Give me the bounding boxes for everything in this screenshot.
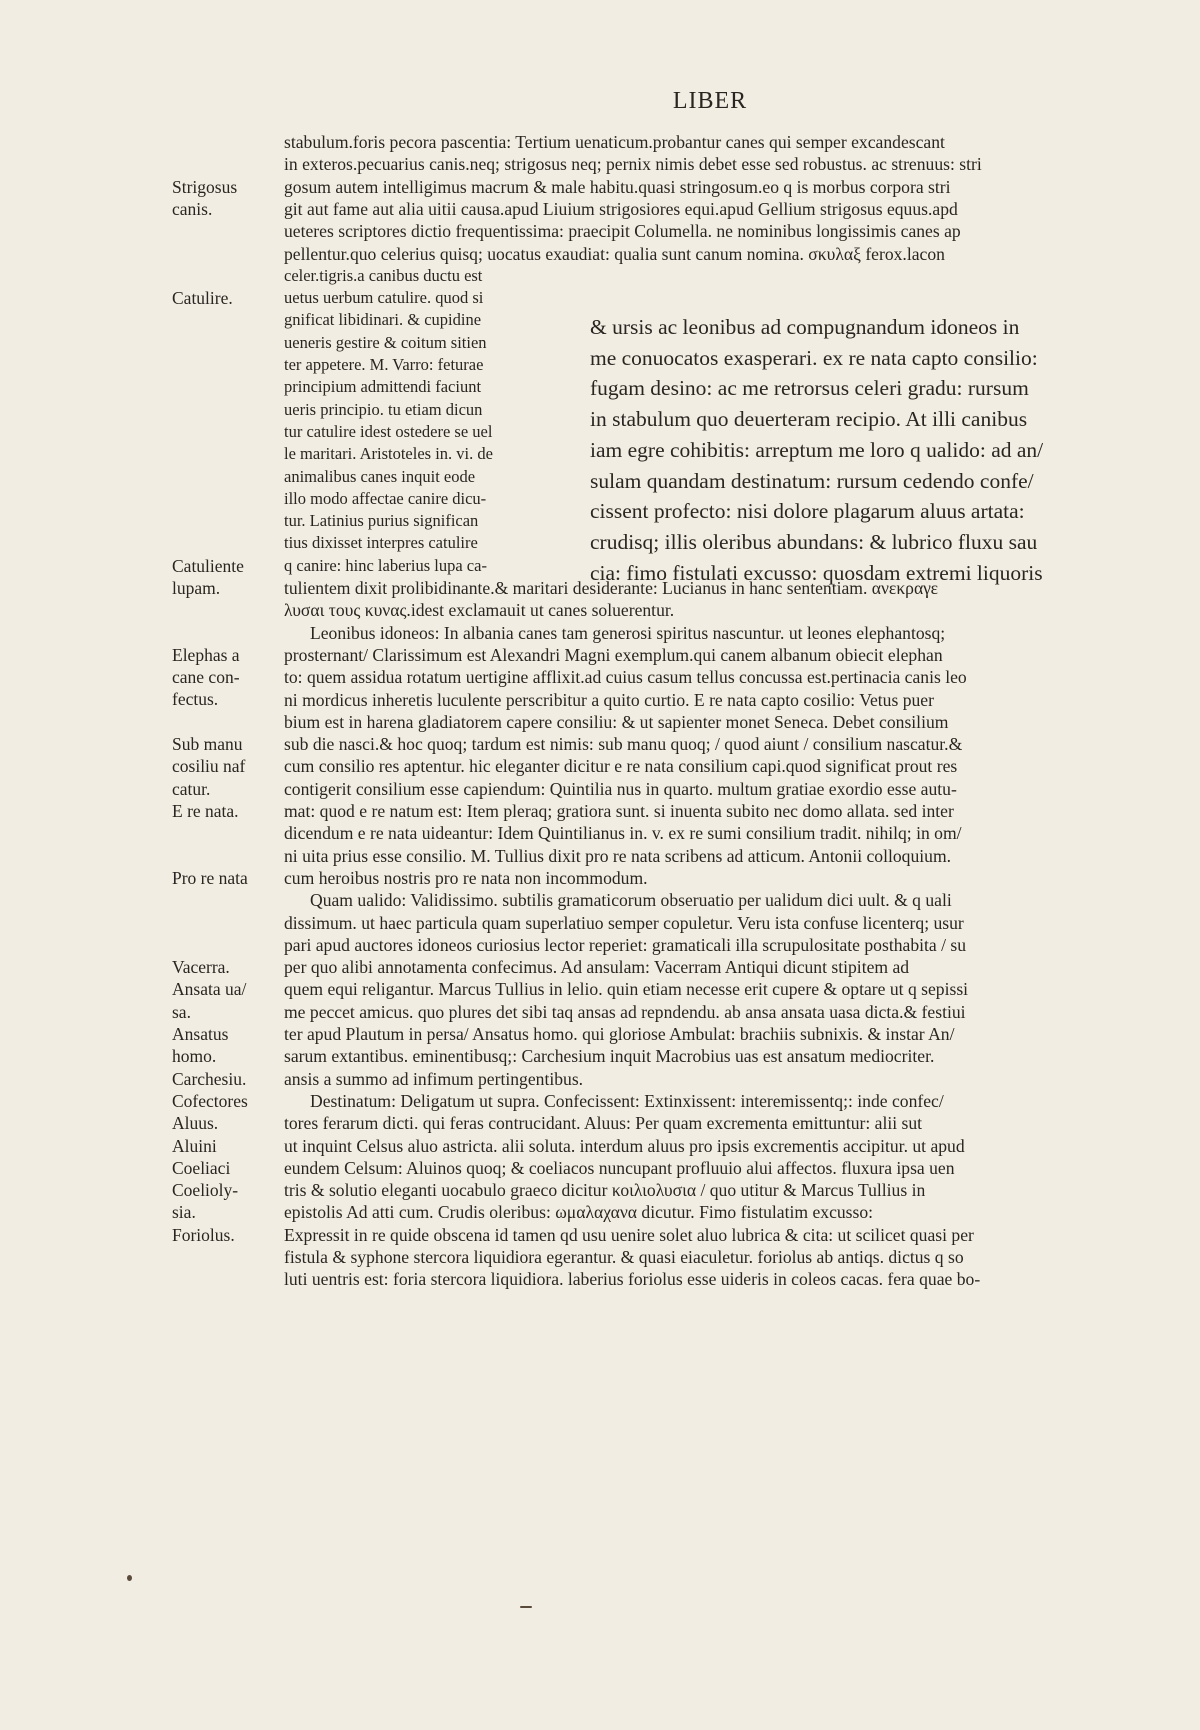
text-line: prosternant/ Clarissimum est Alexandri Magni exemplum.qui canem albanum obiecit elephan [284, 644, 943, 665]
text-line: le maritari. Aristoteles in. vi. de [284, 444, 493, 464]
text-line-large: in stabulum quo deuerteram recipio. At illi canibus [590, 407, 1028, 432]
margin-note-line: cosiliu naf [172, 756, 246, 777]
margin-note-line: sa. [172, 1001, 191, 1022]
margin-note-line: Coeliaci [172, 1157, 231, 1178]
margin-note [172, 1023, 282, 1068]
margin-note-line: Catulire. [172, 288, 233, 309]
text-line: Quam ualido: Validissimo. subtilis gramaticorum obseruatio per ualidum dici uult. & q uali [310, 890, 952, 911]
margin-note-line: Strigosus [172, 176, 238, 197]
text-line: ut inquint Celsus aluo astricta. alii soluta. interdum aluus pro ipsis excrementis accipitur. ut apud [284, 1135, 965, 1156]
margin-note-line: Catuliente [172, 555, 244, 576]
text-line: eundem Celsum: Aluinos quoq; & coeliacos nuncupant profluuio alui affectos. fluxura ipsa uen [284, 1157, 955, 1178]
margin-note-line: sia. [172, 1202, 196, 1223]
text-line-large: iam egre cohibitis: arreptum me loro q ualido: ad an/ [590, 437, 1044, 462]
margin-note [172, 644, 282, 711]
text-line: per quo alibi annotamenta confecimus. Ad ansulam: Vacerram Antiqui dicunt stipitem ad [284, 957, 910, 978]
text-line: tores ferarum dicti. qui feras contrucidant. Aluus: Per quam excrementa emittuntur: alii sut [284, 1113, 923, 1134]
text-line: contigerit consilium esse capiendum: Quintilia nus in quarto. multum gratiae exordio esse autu- [284, 778, 957, 799]
text-line: tius dixisset interpres catulire [284, 533, 478, 553]
margin-note [172, 1135, 282, 1157]
ink-speck [520, 1606, 532, 1608]
text-line: git aut fame aut alia uitii causa.apud Liuium strigosiores equi.apud Gellium strigosus equus.apd [284, 198, 958, 219]
margin-note-line: canis. [172, 198, 213, 219]
text-line: dissimum. ut haec particula quam superlatiuo semper copuletur. Veru ista confuse licenterq; usur [284, 912, 964, 933]
text-line: cum consilio res aptentur. hic eleganter dicitur e re nata consilium capi.quod significat prout res [284, 756, 958, 777]
text-line: tur. Latinius purius significan [284, 511, 479, 531]
margin-note [172, 1179, 282, 1224]
text-line: me peccet amicus. quo plures det sibi taq ansas ad repndendu. ab ansa ansata uasa dicta.& festiui [284, 1001, 966, 1022]
text-line-large: sulam quandam destinatum: rursum cedendo confe/ [590, 468, 1034, 493]
text-line: ueris principio. tu etiam dicun [284, 399, 483, 419]
text-line: pari apud auctores idoneos curiosius lector reperiet: gramaticali illa scrupulositate posthabita / su [284, 934, 967, 955]
text-line: illo modo affectae canire dicu- [284, 488, 487, 508]
text-line: Destinatum: Deligatum ut supra. Confecissent: Extinxissent: interemissentq;: inde confec/ [310, 1090, 944, 1111]
margin-note [172, 1112, 282, 1134]
margin-note [172, 956, 282, 978]
text-line: cum heroibus nostris pro re nata non incommodum. [284, 867, 648, 888]
margin-note-line: Sub manu [172, 734, 243, 755]
margin-note [172, 1090, 282, 1112]
margin-note [172, 176, 282, 221]
margin-note-line: Pro re nata [172, 867, 248, 888]
text-line: celer.tigris.a canibus ductu est [284, 265, 483, 285]
running-title: LIBER [672, 88, 748, 114]
text-line: q canire: hinc laberius lupa ca- [284, 555, 487, 575]
text-line: luti uentris est: foria stercora liquidiora. laberius foriolus esse uideris in coleos cacas. fera quae bo- [284, 1269, 981, 1290]
margin-note-line: Carchesiu. [172, 1068, 247, 1089]
margin-note [172, 1068, 282, 1090]
margin-note-line: homo. [172, 1046, 217, 1067]
text-line: Expressit in re quide obscena id tamen qd usu uenire solet aluo lubrica & cita: ut scilicet quasi per [284, 1224, 974, 1245]
margin-note-line: Elephas a [172, 644, 240, 665]
text-line: tur catulire idest ostedere se uel [284, 421, 493, 441]
text-line: animalibus canes inquit eode [284, 466, 476, 486]
margin-note [172, 1224, 282, 1246]
margin-note-line: catur. [172, 778, 211, 799]
margin-note-line: Ansatus [172, 1024, 229, 1044]
text-line-large: cissent profecto: nisi dolore plagarum aluus artata: [590, 499, 1025, 524]
text-line: ter apud Plautum in persa/ Ansatus homo. qui gloriose Ambulat: brachiis subnixis. & instar An/ [284, 1024, 955, 1044]
text-line: to: quem assidua rotatum uertigine afflixit.ad cuius casum tellus concussa est.pertinacia canis leo [284, 667, 967, 688]
margin-note-line: Ansata ua/ [172, 979, 247, 1000]
text-line: λυσαι τους κυνας.idest exclamauit ut canes soluerentur. [284, 600, 675, 621]
margin-note [172, 867, 282, 889]
text-line: pellentur.quo celerius quisq; uocatus exaudiat: qualia sunt canum nomina. σκυλαξ ferox.lacon [284, 243, 945, 264]
margin-note [172, 733, 282, 800]
margin-note [172, 287, 282, 309]
page-header [0, 88, 1200, 115]
text-line-large: me conuocatos exasperari. ex re nata capto consilio: [590, 345, 1038, 370]
text-line: ni uita prius esse consilio. M. Tullius dixit pro re nata scribens ad atticum. Antonii colloquium. [284, 845, 952, 866]
text-line: in exteros.pecuarius canis.neq; strigosus neq; pernix nimis debet esse sed robustus. ac strenuus: stri [284, 154, 982, 175]
margin-note-line: Aluus. [172, 1113, 219, 1134]
margin-note [172, 978, 282, 1023]
text-line: ueneris gestire & coitum sitien [284, 332, 487, 352]
text-line: ansis a summo ad infimum pertingentibus. [284, 1068, 584, 1089]
text-line: mat: quod e re natum est: Item pleraq; gratiora sunt. si inuenta subito nec domo allata. sed inter [284, 801, 954, 821]
text-line: tulientem dixit prolibidinante.& maritari desiderante: Lucianus in hanc sententiam. ανεκραγε [284, 578, 939, 598]
text-line: ni mordicus inheretis luculente perscribitur a quito curtio. E re nata capto cosilio: Vetus puer [284, 689, 934, 710]
text-line: quem equi religantur. Marcus Tullius in lelio. quin etiam necesse erit cupere & optare ut q sepissi [284, 979, 969, 1000]
margin-note [172, 555, 282, 600]
text-line: epistolis Ad atti cum. Crudis oleribus: ωμαλαχανα dicutur. Fimo fistulatim excusso: [284, 1202, 874, 1223]
margin-note-line: Cofectores [172, 1090, 248, 1111]
margin-note-line: Aluini [172, 1135, 217, 1156]
ink-speck [127, 1575, 132, 1581]
text-line: Leonibus idoneos: In albania canes tam generosi spiritus nascuntur. ut leones elephantosq; [310, 622, 946, 643]
text-line: sarum extantibus. eminentibusq;: Carchesium inquit Macrobius uas est ansatum mediocriter. [284, 1046, 935, 1067]
text-line: ter appetere. M. Varro: feturae [284, 355, 484, 374]
margin-note [172, 1157, 282, 1179]
margin-note-line: Vacerra. [172, 957, 230, 978]
text-line: bium est in harena gladiatorem capere consiliu: & ut sapienter monet Seneca. Debet consilium [284, 711, 949, 732]
margin-note-line: cane con- [172, 667, 240, 688]
text-line: gnificat libidinari. & cupidine [284, 310, 482, 330]
margin-note-line: Coelioly- [172, 1180, 239, 1201]
text-line-large: & ursis ac leonibus ad compugnandum idoneos in [590, 315, 1020, 339]
text-line-large: crudisq; illis oleribus abundans: & lubrico fluxu sau [590, 529, 1038, 554]
text-line: fistula & syphone stercora liquidiora egerantur. & quasi eiaculetur. foriolus ab antiqs. dictus q so [284, 1247, 964, 1267]
text-line: dicendum e re nata uideantur: Idem Quintilianus in. v. ex re sumi consilium tradit. nihilq; in om/ [284, 823, 962, 844]
margin-note [172, 800, 282, 822]
margin-note-line: lupam. [172, 577, 221, 598]
margin-note-line: fectus. [172, 689, 219, 710]
text-line: stabulum.foris pecora pascentia: Tertium uenaticum.probantur canes qui semper excandescant [284, 132, 945, 152]
text-line: principium admittendi faciunt [284, 377, 482, 397]
text-line: gosum autem intelligimus macrum & male habitu.quasi stringosum.eo q is morbus corpora stri [284, 176, 951, 197]
text-line: uetus uerbum catulire. quod si [284, 288, 484, 308]
text-line: tris & solutio eleganti uocabulo graeco dicitur κοιλιολυσια / quo utitur & Marcus Tullius in [284, 1180, 926, 1201]
text-line: ueteres scriptores dictio frequentissima: praecipit Columella. ne nominibus longissimis canes ap [284, 221, 961, 242]
text-line-large: fugam desino: ac me retrorsus celeri gradu: rursum [590, 376, 1029, 401]
text-line-large: cia: fimo fistulati excusso: quosdam extremi liquoris [590, 560, 1043, 585]
margin-note-line: Foriolus. [172, 1224, 235, 1245]
margin-note-line: E re nata. [172, 801, 239, 821]
text-line: sub die nasci.& hoc quoq; tardum est nimis: sub manu quoq; / quod aiunt / consilium nascatur.& [284, 734, 963, 755]
